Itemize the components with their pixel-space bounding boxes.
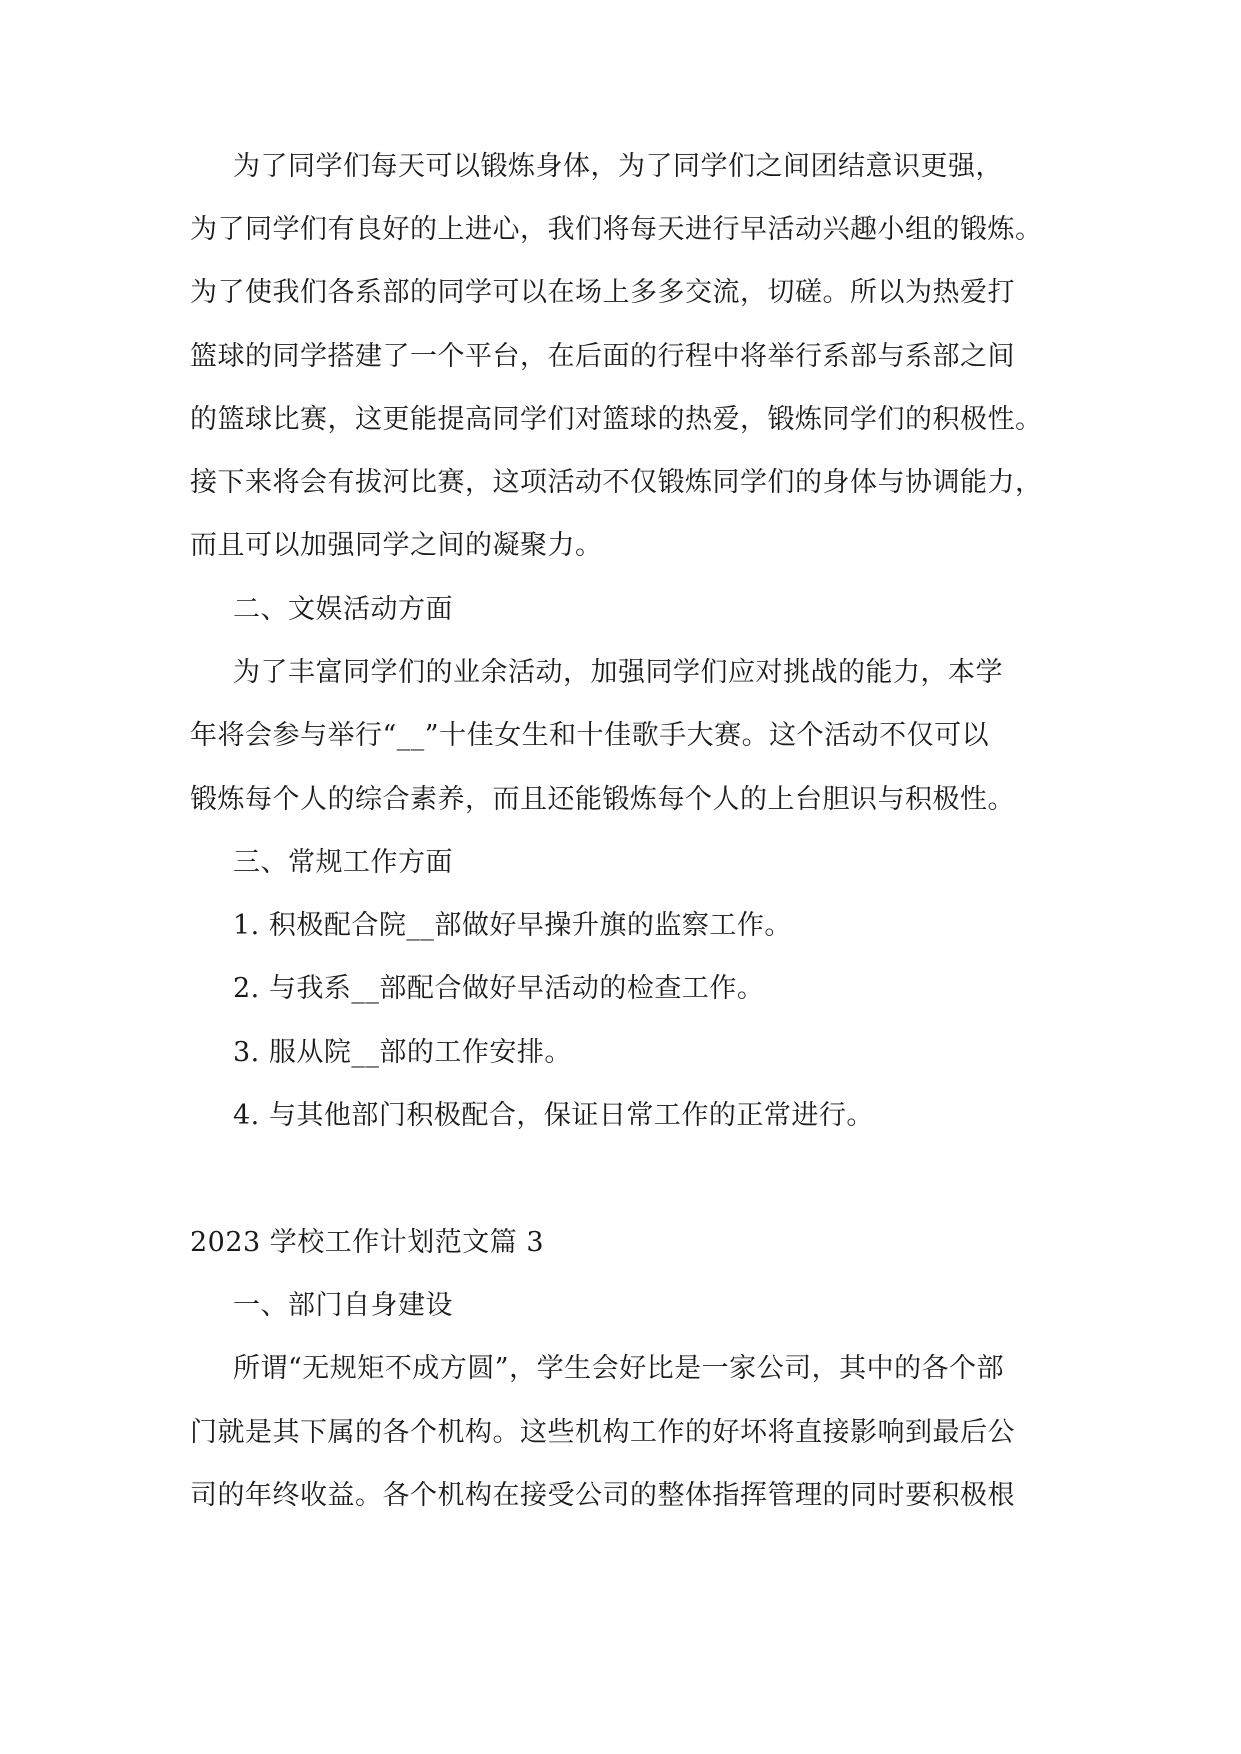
list-item: 2. 与我系__部配合做好早活动的检查工作。: [233, 973, 765, 1004]
paragraph-line: 年将会参与举行“__”十佳女生和十佳歌手大赛。这个活动不仅可以: [190, 720, 990, 751]
paragraph-line: 为了丰富同学们的业余活动，加强同学们应对挑战的能力，本学: [233, 657, 1003, 688]
section-heading: 三、常规工作方面: [233, 847, 453, 878]
article-title: 2023 学校工作计划范文篇 3: [190, 1227, 545, 1258]
paragraph-line: 为了同学们每天可以锻炼身体，为了同学们之间团结意识更强，: [233, 151, 1003, 182]
paragraph-line: 篮球的同学搭建了一个平台，在后面的行程中将举行系部与系部之间: [190, 341, 1015, 372]
paragraph-line: 为了同学们有良好的上进心，我们将每天进行早活动兴趣小组的锻炼。: [190, 214, 1043, 245]
paragraph-line: 接下来将会有拔河比赛，这项活动不仅锻炼同学们的身体与协调能力，: [190, 467, 1043, 498]
list-item: 1. 积极配合院__部做好早操升旗的监察工作。: [233, 910, 792, 941]
paragraph-line: 司的年终收益。各个机构在接受公司的整体指挥管理的同时要积极根: [190, 1480, 1015, 1511]
list-item: 4. 与其他部门积极配合，保证日常工作的正常进行。: [233, 1100, 874, 1131]
paragraph-line: 的篮球比赛，这更能提高同学们对篮球的热爱，锻炼同学们的积极性。: [190, 404, 1043, 435]
paragraph-line: 所谓“无规矩不成方圆”，学生会好比是一家公司，其中的各个部: [233, 1353, 1005, 1384]
paragraph-line: 锻炼每个人的综合素养，而且还能锻炼每个人的上台胆识与积极性。: [190, 784, 1015, 815]
section-heading: 一、部门自身建设: [233, 1290, 453, 1321]
section-heading: 二、文娱活动方面: [233, 594, 453, 625]
paragraph-line: 为了使我们各系部的同学可以在场上多多交流，切磋。所以为热爱打: [190, 277, 1015, 308]
list-item: 3. 服从院__部的工作安排。: [233, 1037, 572, 1068]
paragraph-line: 门就是其下属的各个机构。这些机构工作的好坏将直接影响到最后公: [190, 1417, 1015, 1448]
paragraph-line: 而且可以加强同学之间的凝聚力。: [190, 530, 603, 561]
